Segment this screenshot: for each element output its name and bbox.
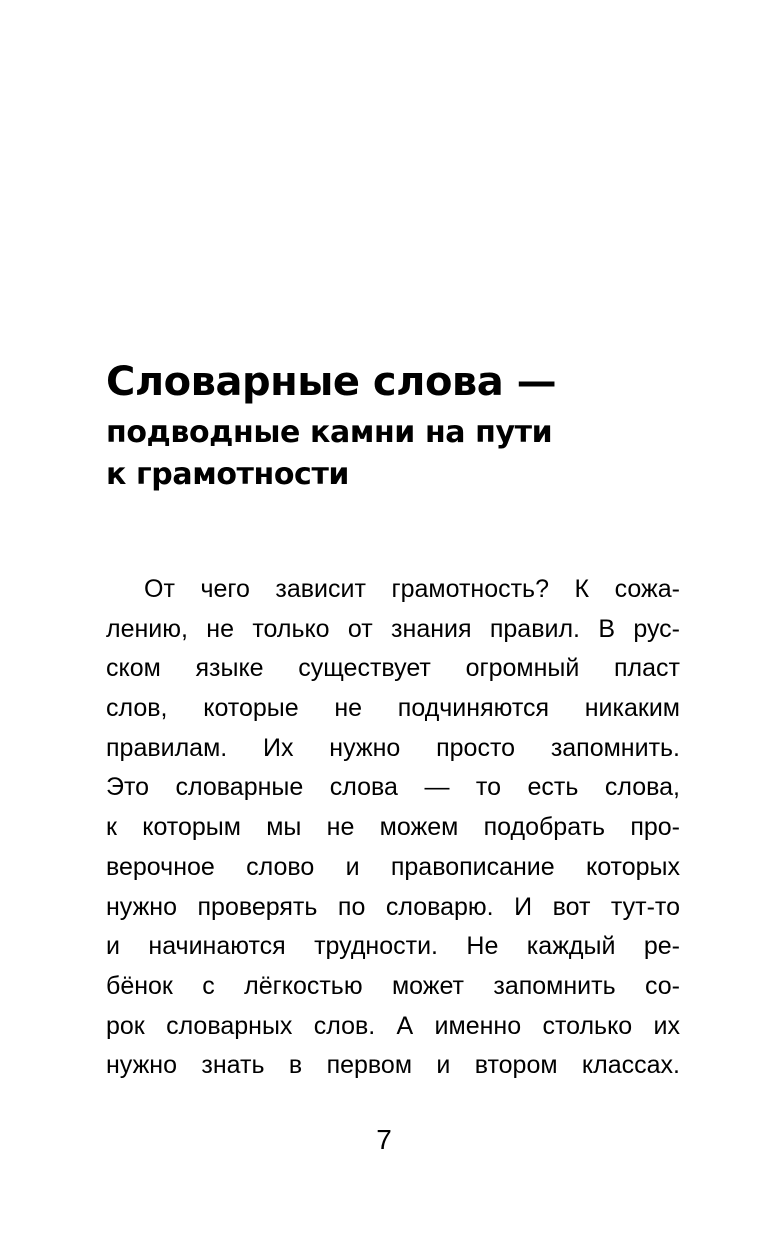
- text-line: слов, которые не подчиняются никаким: [106, 694, 680, 723]
- text-line: нужно знать в первом и втором классах.: [106, 1051, 680, 1080]
- chapter-title: Словарные слова —: [106, 359, 557, 405]
- text-line: к которым мы не можем подобрать про-: [106, 813, 680, 842]
- text-line: От чего зависит грамотность? К сожа-: [144, 575, 680, 603]
- page-number: 7: [376, 1124, 392, 1155]
- text-line: правилам. Их нужно просто запомнить.: [106, 733, 680, 762]
- chapter-subtitle-line-1: подводные камни на пути: [106, 415, 553, 450]
- chapter-heading: [106, 352, 706, 496]
- body-paragraph: [106, 570, 680, 1086]
- text-line: и начинаются трудности. Не каждый ре-: [106, 932, 680, 961]
- text-line: лению, не только от знания правил. В рус-: [106, 614, 680, 643]
- chapter-subtitle-line-2: к грамотности: [106, 457, 350, 492]
- text-line: бёнок с лёгкостью может запомнить со-: [106, 971, 680, 1000]
- text-line: рок словарных слов. А именно столько их: [106, 1011, 680, 1040]
- text-line: Это словарные слова — то есть слова,: [106, 773, 680, 802]
- text-line: нужно проверять по словарю. И вот тут-то: [106, 892, 680, 921]
- text-line: верочное слово и правописание которых: [106, 852, 680, 881]
- text-line: ском языке существует огромный пласт: [106, 654, 680, 683]
